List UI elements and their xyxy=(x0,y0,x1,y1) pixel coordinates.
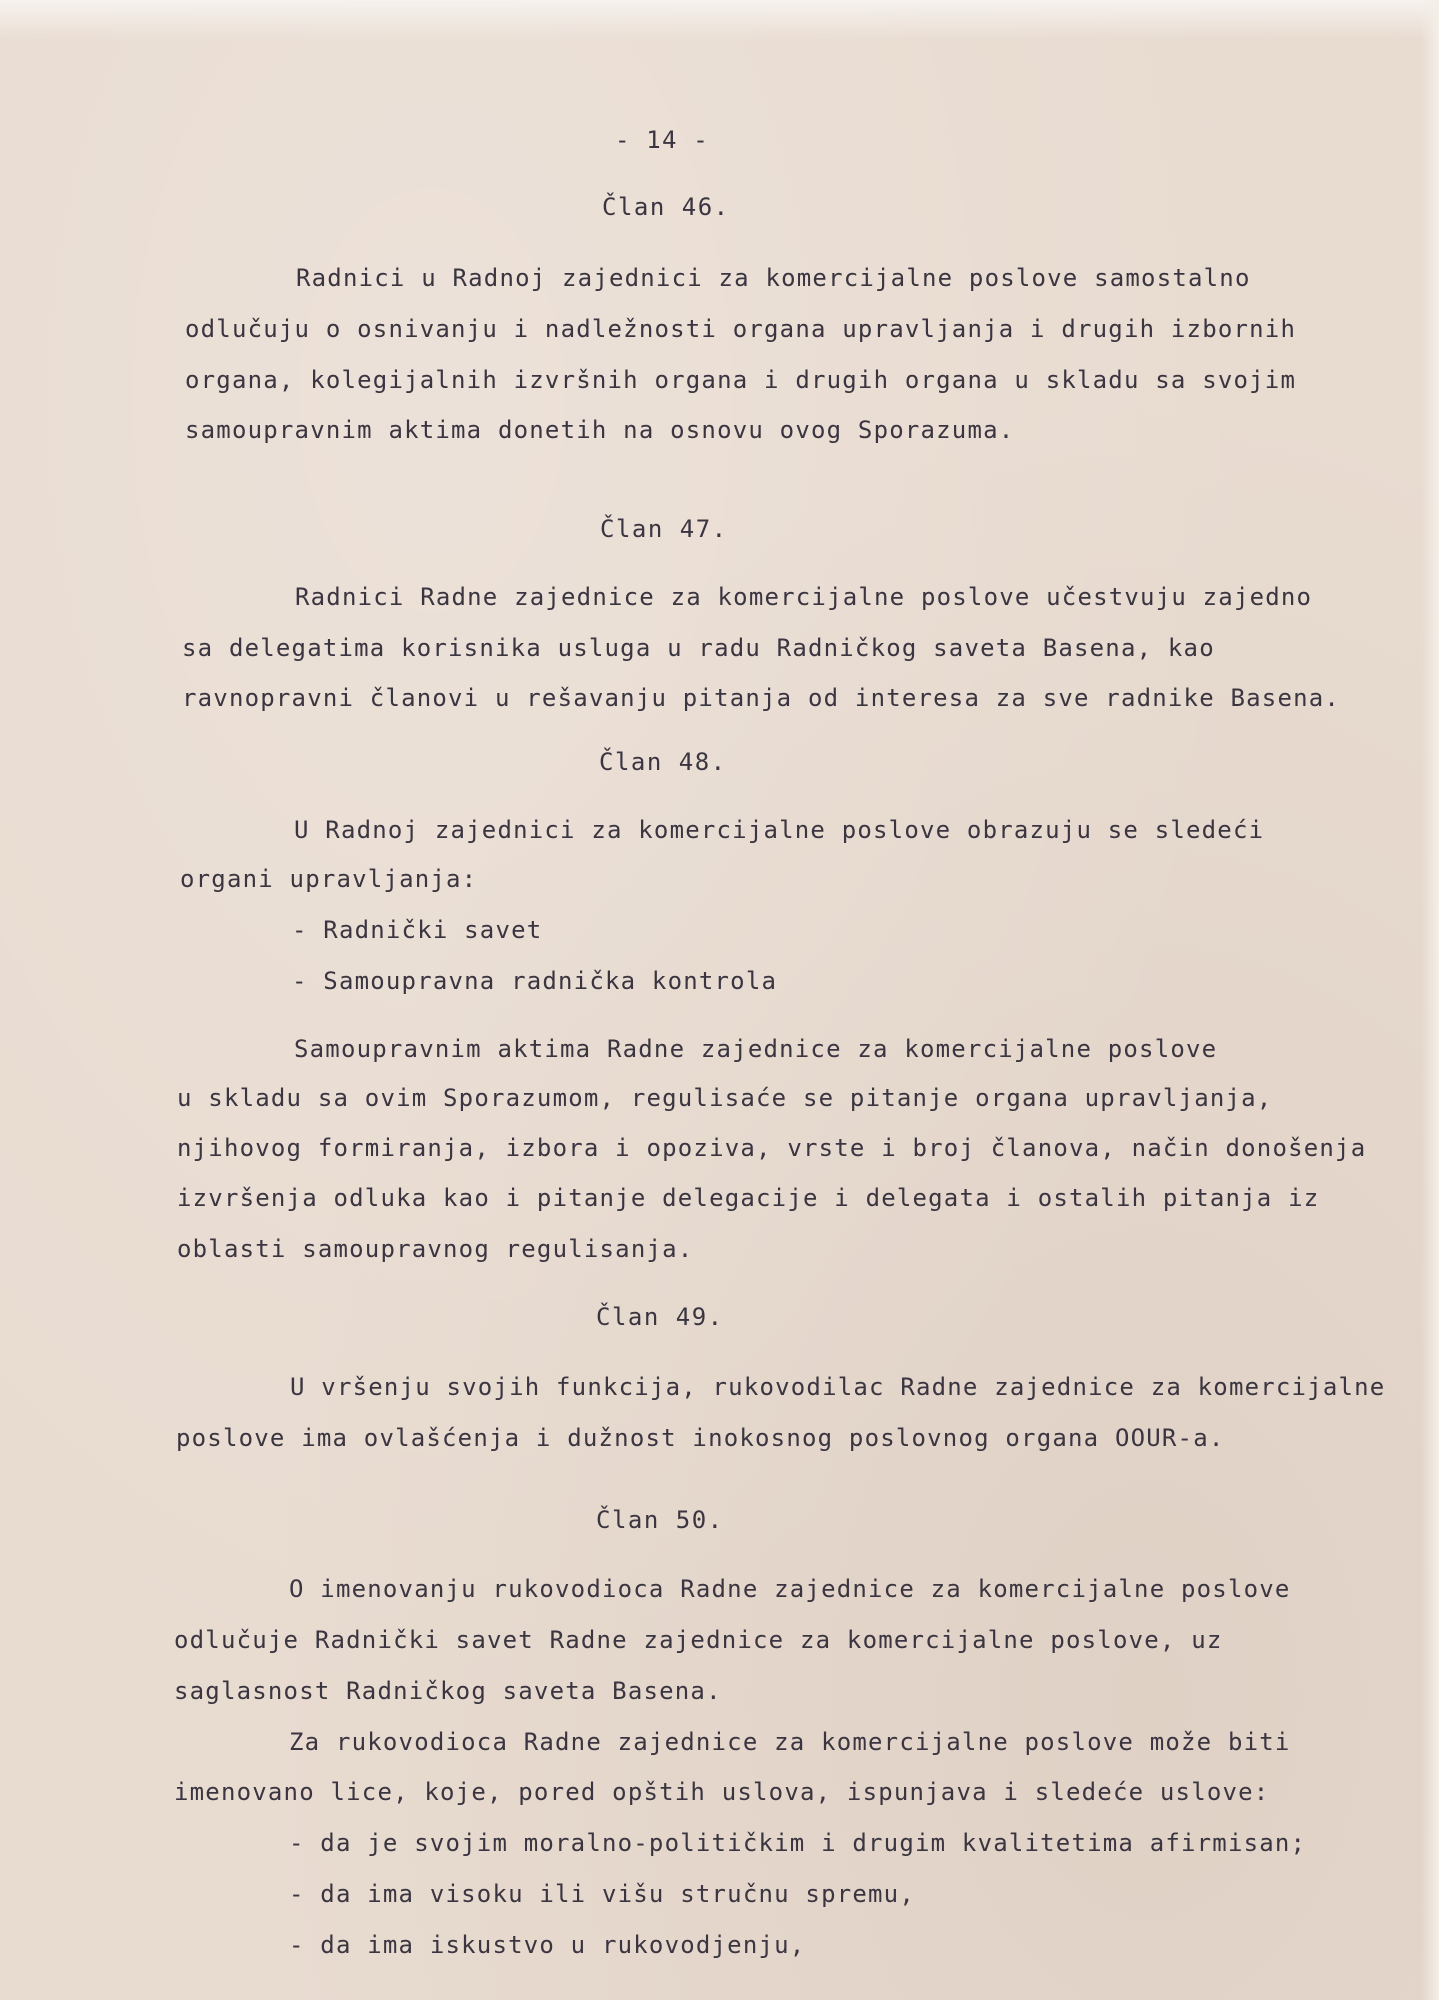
article-48-heading: Član 48. xyxy=(599,748,727,776)
article-48-line: oblasti samoupravnog regulisanja. xyxy=(177,1235,694,1263)
page-number: - 14 - xyxy=(615,126,709,154)
article-46-line: samoupravnim aktima donetih na osnovu ovog Sporazuma. xyxy=(185,416,1015,444)
list-item: - da ima iskustvo u rukovodjenju, xyxy=(289,1931,806,1959)
list-item: - da je svojim moralno-političkim i drugim kvalitetima afirmisan; xyxy=(289,1829,1307,1857)
article-48-line: organi upravljanja: xyxy=(180,865,478,893)
list-item: - da ima visoku ili višu stručnu spremu, xyxy=(289,1880,915,1908)
article-46-heading: Član 46. xyxy=(602,193,730,221)
article-48-line: u skladu sa ovim Sporazumom, regulisaće se pitanje organa upravljanja, xyxy=(177,1084,1273,1112)
article-48-line: U Radnoj zajednici za komercijalne poslove obrazuju se sledeći xyxy=(294,816,1265,844)
article-49-line: U vršenju svojih funkcija, rukovodilac Radne zajednice za komercijalne xyxy=(290,1373,1386,1401)
article-50-line: Za rukovodioca Radne zajednice za komercijalne poslove može biti xyxy=(289,1728,1291,1756)
article-49-heading: Član 49. xyxy=(596,1303,724,1331)
article-46-line: Radnici u Radnoj zajednici za komercijalne poslove samostalno xyxy=(296,264,1251,292)
article-50-line: saglasnost Radničkog saveta Basena. xyxy=(174,1677,722,1705)
list-item: - Samoupravna radnička kontrola xyxy=(292,967,778,995)
article-46-line: organa, kolegijalnih izvršnih organa i drugih organa u skladu sa svojim xyxy=(185,366,1297,394)
article-47-line: Radnici Radne zajednice za komercijalne poslove učestvuju zajedno xyxy=(295,583,1313,611)
article-46-line: odlučuju o osnivanju i nadležnosti organa upravljanja i drugih izbornih xyxy=(185,315,1297,343)
article-49-line: poslove ima ovlašćenja i dužnost inokosnog poslovnog organa OOUR-a. xyxy=(176,1424,1225,1452)
article-47-line: ravnopravni članovi u rešavanju pitanja od interesa za sve radnike Basena. xyxy=(182,684,1341,712)
list-item: - Radnički savet xyxy=(292,916,543,944)
article-48-line: njihovog formiranja, izbora i opoziva, vrste i broj članova, način donošenja xyxy=(177,1134,1367,1162)
article-50-line: O imenovanju rukovodioca Radne zajednice za komercijalne poslove xyxy=(289,1575,1291,1603)
article-50-line: imenovano lice, koje, pored opštih uslova, ispunjava i sledeće uslove: xyxy=(174,1778,1270,1806)
article-48-line: izvršenja odluka kao i pitanje delegacije i delegata i ostalih pitanja iz xyxy=(177,1184,1320,1212)
article-47-heading: Član 47. xyxy=(600,515,728,543)
article-50-heading: Član 50. xyxy=(596,1506,724,1534)
article-47-line: sa delegatima korisnika usluga u radu Radničkog saveta Basena, kao xyxy=(182,634,1215,662)
article-50-line: odlučuje Radnički savet Radne zajednice za komercijalne poslove, uz xyxy=(174,1626,1223,1654)
article-48-line: Samoupravnim aktima Radne zajednice za komercijalne poslove xyxy=(294,1035,1218,1063)
